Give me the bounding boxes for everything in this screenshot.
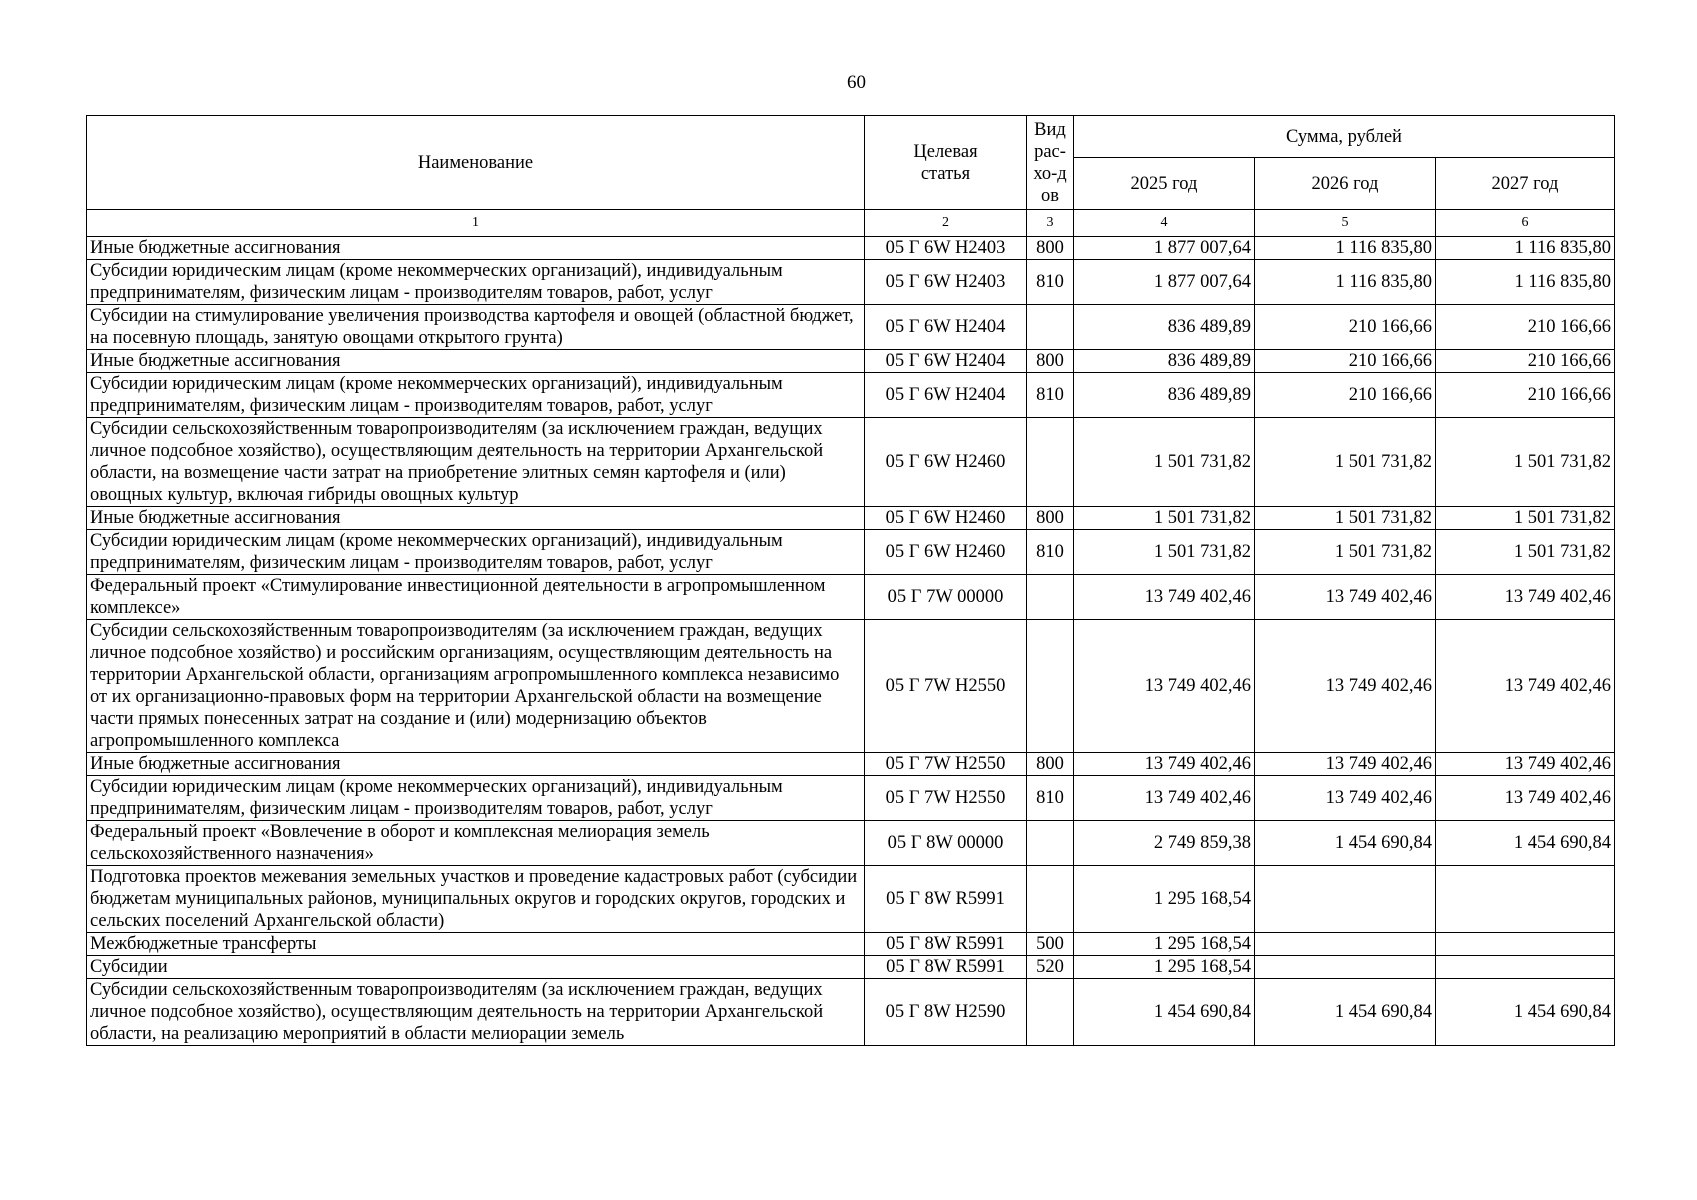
row-name: Субсидии юридическим лицам (кроме некоммерческих организаций), индивидуальным предпринимателям, физическим лицам - производителям товаров, работ, услуг — [87, 530, 865, 575]
row-sum-2025: 1 501 731,82 — [1074, 418, 1255, 507]
table-row — [87, 507, 1615, 530]
row-target-article: 05 Г 7W 00000 — [865, 575, 1027, 620]
row-name: Иные бюджетные ассигнования — [87, 753, 865, 776]
row-name: Иные бюджетные ассигнования — [87, 350, 865, 373]
row-expense-type: 810 — [1027, 373, 1074, 418]
row-sum-2025: 1 295 168,54 — [1074, 933, 1255, 956]
row-sum-2026: 1 501 731,82 — [1255, 507, 1436, 530]
table-row — [87, 305, 1615, 350]
column-index: 1 — [87, 210, 865, 237]
row-sum-2027 — [1436, 866, 1615, 933]
table-row — [87, 776, 1615, 821]
page-number: 60 — [847, 72, 866, 93]
row-sum-2025: 13 749 402,46 — [1074, 776, 1255, 821]
row-target-article: 05 Г 6W H2460 — [865, 507, 1027, 530]
table-body — [87, 237, 1615, 1046]
row-target-article: 05 Г 7W H2550 — [865, 753, 1027, 776]
row-name: Субсидии на стимулирование увеличения производства картофеля и овощей (областной бюджет, на посевную площадь, занятую овощами открытого грунта) — [87, 305, 865, 350]
row-expense-type — [1027, 305, 1074, 350]
column-index: 6 — [1436, 210, 1615, 237]
row-expense-type: 800 — [1027, 753, 1074, 776]
row-sum-2027: 210 166,66 — [1436, 305, 1615, 350]
row-sum-2026: 210 166,66 — [1255, 373, 1436, 418]
table-row — [87, 753, 1615, 776]
table-row — [87, 530, 1615, 575]
table-row — [87, 237, 1615, 260]
row-sum-2025: 1 877 007,64 — [1074, 260, 1255, 305]
row-expense-type: 810 — [1027, 530, 1074, 575]
row-sum-2025: 1 501 731,82 — [1074, 507, 1255, 530]
row-expense-type: 810 — [1027, 776, 1074, 821]
row-sum-2026 — [1255, 956, 1436, 979]
header-name: Наименование — [87, 116, 865, 210]
table-row — [87, 620, 1615, 753]
row-expense-type: 500 — [1027, 933, 1074, 956]
budget-table — [86, 115, 1615, 1046]
row-target-article: 05 Г 6W H2404 — [865, 373, 1027, 418]
table-row — [87, 821, 1615, 866]
row-expense-type: 810 — [1027, 260, 1074, 305]
row-name: Иные бюджетные ассигнования — [87, 237, 865, 260]
row-sum-2026: 1 116 835,80 — [1255, 237, 1436, 260]
row-target-article: 05 Г 8W H2590 — [865, 979, 1027, 1046]
row-expense-type: 800 — [1027, 237, 1074, 260]
row-sum-2025: 836 489,89 — [1074, 350, 1255, 373]
row-sum-2026: 210 166,66 — [1255, 305, 1436, 350]
row-sum-2027: 1 501 731,82 — [1436, 530, 1615, 575]
header-year-2026: 2026 год — [1255, 158, 1436, 210]
row-expense-type — [1027, 620, 1074, 753]
row-target-article: 05 Г 8W 00000 — [865, 821, 1027, 866]
row-target-article: 05 Г 6W H2403 — [865, 237, 1027, 260]
row-name: Субсидии юридическим лицам (кроме некоммерческих организаций), индивидуальным предпринимателям, физическим лицам - производителям товаров, работ, услуг — [87, 260, 865, 305]
header-sum: Сумма, рублей — [1074, 116, 1615, 158]
row-sum-2026: 13 749 402,46 — [1255, 753, 1436, 776]
row-expense-type: 800 — [1027, 507, 1074, 530]
row-sum-2027 — [1436, 933, 1615, 956]
row-sum-2025: 836 489,89 — [1074, 305, 1255, 350]
row-expense-type — [1027, 866, 1074, 933]
row-sum-2027: 210 166,66 — [1436, 350, 1615, 373]
row-sum-2027: 1 116 835,80 — [1436, 260, 1615, 305]
row-sum-2027: 13 749 402,46 — [1436, 575, 1615, 620]
row-sum-2027: 1 501 731,82 — [1436, 418, 1615, 507]
row-sum-2025: 1 295 168,54 — [1074, 956, 1255, 979]
row-name: Субсидии сельскохозяйственным товаропроизводителям (за исключением граждан, ведущих личное подсобное хозяйство) и российским организациям, осуществляющим деятельность на территории Архангельской области, организациям агропромышленного комплекса независимо от их организационно-правовых форм на территории Архангельской области на возмещение части прямых понесенных затрат на создание и (или) модернизацию объектов агропромышленного комплекса — [87, 620, 865, 753]
row-sum-2025: 1 295 168,54 — [1074, 866, 1255, 933]
table-row — [87, 575, 1615, 620]
row-expense-type: 520 — [1027, 956, 1074, 979]
row-target-article: 05 Г 6W H2460 — [865, 418, 1027, 507]
table-row — [87, 260, 1615, 305]
column-index: 5 — [1255, 210, 1436, 237]
row-sum-2027: 13 749 402,46 — [1436, 753, 1615, 776]
row-name: Федеральный проект «Вовлечение в оборот и комплексная мелиорация земель сельскохозяйственного назначения» — [87, 821, 865, 866]
row-sum-2027: 13 749 402,46 — [1436, 620, 1615, 753]
row-sum-2027: 210 166,66 — [1436, 373, 1615, 418]
row-target-article: 05 Г 7W H2550 — [865, 776, 1027, 821]
row-sum-2027: 1 501 731,82 — [1436, 507, 1615, 530]
row-expense-type — [1027, 575, 1074, 620]
row-target-article: 05 Г 6W H2404 — [865, 350, 1027, 373]
row-sum-2026 — [1255, 933, 1436, 956]
row-name: Иные бюджетные ассигнования — [87, 507, 865, 530]
table-row — [87, 350, 1615, 373]
row-name: Субсидии сельскохозяйственным товаропроизводителям (за исключением граждан, ведущих личное подсобное хозяйство), осуществляющим деятельность на территории Архангельской области, на реализацию мероприятий в области мелиорации земель — [87, 979, 865, 1046]
row-sum-2026: 1 501 731,82 — [1255, 418, 1436, 507]
row-sum-2025: 2 749 859,38 — [1074, 821, 1255, 866]
table-row — [87, 866, 1615, 933]
header-target-article: Целевая статья — [865, 116, 1027, 210]
header-expense-type: Вид рас-хо-дов — [1027, 116, 1074, 210]
row-expense-type — [1027, 979, 1074, 1046]
header-year-2025: 2025 год — [1074, 158, 1255, 210]
row-sum-2025: 1 877 007,64 — [1074, 237, 1255, 260]
row-sum-2025: 1 501 731,82 — [1074, 530, 1255, 575]
row-sum-2026: 1 454 690,84 — [1255, 979, 1436, 1046]
row-sum-2025: 836 489,89 — [1074, 373, 1255, 418]
row-target-article: 05 Г 6W H2404 — [865, 305, 1027, 350]
row-sum-2025: 1 454 690,84 — [1074, 979, 1255, 1046]
row-sum-2025: 13 749 402,46 — [1074, 575, 1255, 620]
row-target-article: 05 Г 6W H2403 — [865, 260, 1027, 305]
column-index-row — [87, 210, 1615, 237]
row-target-article: 05 Г 6W H2460 — [865, 530, 1027, 575]
row-name: Субсидии юридическим лицам (кроме некоммерческих организаций), индивидуальным предпринимателям, физическим лицам - производителям товаров, работ, услуг — [87, 776, 865, 821]
row-target-article: 05 Г 8W R5991 — [865, 956, 1027, 979]
row-name: Субсидии юридическим лицам (кроме некоммерческих организаций), индивидуальным предпринимателям, физическим лицам - производителям товаров, работ, услуг — [87, 373, 865, 418]
table-header — [87, 116, 1615, 237]
row-expense-type: 800 — [1027, 350, 1074, 373]
row-expense-type — [1027, 418, 1074, 507]
row-expense-type — [1027, 821, 1074, 866]
table-row — [87, 979, 1615, 1046]
row-sum-2026: 210 166,66 — [1255, 350, 1436, 373]
row-sum-2026: 1 454 690,84 — [1255, 821, 1436, 866]
row-target-article: 05 Г 7W H2550 — [865, 620, 1027, 753]
row-sum-2027: 1 454 690,84 — [1436, 979, 1615, 1046]
row-sum-2027: 1 454 690,84 — [1436, 821, 1615, 866]
row-sum-2025: 13 749 402,46 — [1074, 753, 1255, 776]
table-row — [87, 418, 1615, 507]
table-row — [87, 933, 1615, 956]
column-index: 4 — [1074, 210, 1255, 237]
row-sum-2027: 13 749 402,46 — [1436, 776, 1615, 821]
row-name: Субсидии сельскохозяйственным товаропроизводителям (за исключением граждан, ведущих личное подсобное хозяйство), осуществляющим деятельность на территории Архангельской области, на возмещение части затрат на приобретение элитных семян картофеля и (или) овощных культур, включая гибриды овощных культур — [87, 418, 865, 507]
column-index: 2 — [865, 210, 1027, 237]
row-sum-2026: 1 501 731,82 — [1255, 530, 1436, 575]
column-index: 3 — [1027, 210, 1074, 237]
table-row — [87, 956, 1615, 979]
row-sum-2026: 1 116 835,80 — [1255, 260, 1436, 305]
row-sum-2027 — [1436, 956, 1615, 979]
header-year-2027: 2027 год — [1436, 158, 1615, 210]
row-target-article: 05 Г 8W R5991 — [865, 933, 1027, 956]
row-sum-2026: 13 749 402,46 — [1255, 620, 1436, 753]
row-target-article: 05 Г 8W R5991 — [865, 866, 1027, 933]
row-name: Федеральный проект «Стимулирование инвестиционной деятельности в агропромышленном комплексе» — [87, 575, 865, 620]
row-name: Межбюджетные трансферты — [87, 933, 865, 956]
row-sum-2026: 13 749 402,46 — [1255, 776, 1436, 821]
row-sum-2025: 13 749 402,46 — [1074, 620, 1255, 753]
row-sum-2026: 13 749 402,46 — [1255, 575, 1436, 620]
table-row — [87, 373, 1615, 418]
row-name: Подготовка проектов межевания земельных участков и проведение кадастровых работ (субсидии бюджетам муниципальных районов, муниципальных округов и городских округов, городских и сельских поселений Архангельской области) — [87, 866, 865, 933]
row-sum-2026 — [1255, 866, 1436, 933]
row-sum-2027: 1 116 835,80 — [1436, 237, 1615, 260]
row-name: Субсидии — [87, 956, 865, 979]
